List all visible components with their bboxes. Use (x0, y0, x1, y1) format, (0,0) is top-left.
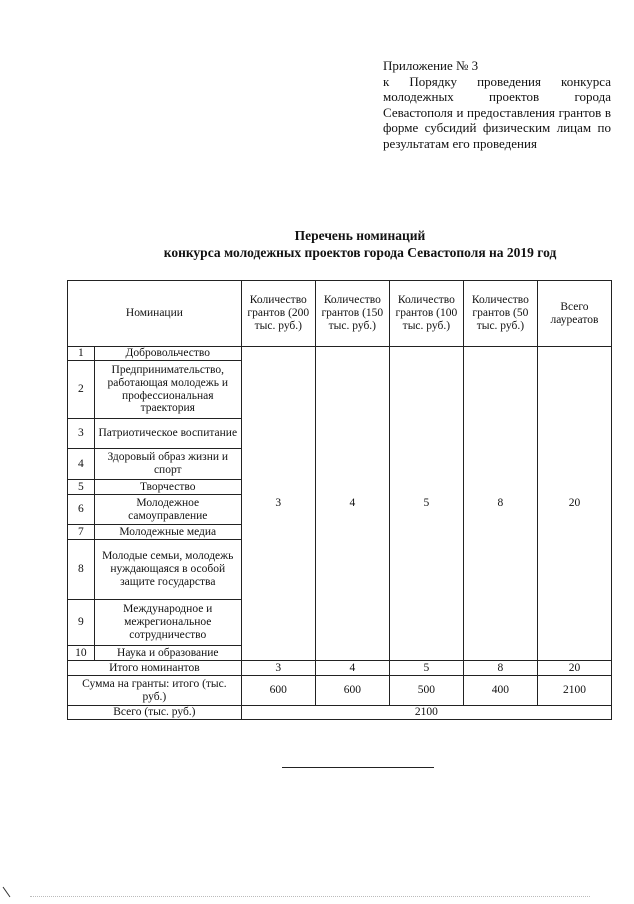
total-nominants-row (68, 661, 612, 676)
row-nomination: Здоровый образ жизни и спорт (94, 449, 241, 480)
grand-total-label: Всего (тыс. руб.) (68, 706, 242, 720)
merged-grants-200: 3 (241, 347, 315, 661)
scan-corner-icon (2, 886, 12, 898)
row-number: 4 (68, 449, 95, 480)
grant-sum-value: 600 (315, 676, 389, 706)
merged-grants-100: 5 (389, 347, 463, 661)
grant-sum-value: 500 (389, 676, 463, 706)
row-number: 5 (68, 480, 95, 495)
grant-sum-value: 600 (241, 676, 315, 706)
header-grants-50: Количество грантов (50 тыс. руб.) (463, 281, 537, 347)
grant-sum-value: 2100 (537, 676, 611, 706)
merged-grants-150: 4 (315, 347, 389, 661)
row-nomination: Творчество (94, 480, 241, 495)
row-number: 10 (68, 646, 95, 661)
row-number: 9 (68, 600, 95, 646)
total-nominants-value: 4 (315, 661, 389, 676)
header-nominations: Номинации (68, 281, 242, 347)
total-nominants-value: 5 (389, 661, 463, 676)
grand-total-value: 2100 (241, 706, 611, 720)
page-title (60, 227, 634, 261)
signature-divider (282, 767, 434, 768)
grant-sum-row (68, 676, 612, 706)
appendix-text: к Порядку проведения конкурса молодежных проектов города Севастополя и предоставления грантов в форме субсидий физическим лицам по результатам его проведения (383, 73, 611, 151)
nominations-table (67, 280, 612, 720)
header-grants-200: Количество грантов (200 тыс. руб.) (241, 281, 315, 347)
row-number: 2 (68, 361, 95, 419)
grant-sum-value: 400 (463, 676, 537, 706)
total-nominants-value: 8 (463, 661, 537, 676)
table-row (68, 347, 612, 361)
header-total-laureates: Всего лауреатов (537, 281, 611, 347)
row-number: 1 (68, 347, 95, 361)
row-nomination: Международное и межрегиональное сотрудничество (94, 600, 241, 646)
total-nominants-label: Итого номинантов (68, 661, 242, 676)
row-number: 3 (68, 419, 95, 449)
row-nomination: Предпринимательство, работающая молодежь и профессиональная траектория (94, 361, 241, 419)
title-line-1: Перечень номинаций (294, 228, 426, 243)
row-nomination: Молодые семьи, молодежь нуждающаяся в особой защите государства (94, 540, 241, 600)
appendix-heading: Приложение № 3 (383, 58, 479, 73)
total-nominants-value: 20 (537, 661, 611, 676)
header-grants-150: Количество грантов (150 тыс. руб.) (315, 281, 389, 347)
total-nominants-value: 3 (241, 661, 315, 676)
appendix-block (383, 58, 611, 152)
merged-grants-50: 8 (463, 347, 537, 661)
row-number: 7 (68, 525, 95, 540)
title-line-2: конкурса молодежных проектов города Севастополя на 2019 год (163, 245, 557, 260)
grand-total-row (68, 706, 612, 720)
scan-edge-divider (30, 896, 590, 897)
row-number: 6 (68, 495, 95, 525)
row-nomination: Добровольчество (94, 347, 241, 361)
row-number: 8 (68, 540, 95, 600)
row-nomination: Наука и образование (94, 646, 241, 661)
table-header-row (68, 281, 612, 347)
row-nomination: Молодежные медиа (94, 525, 241, 540)
header-grants-100: Количество грантов (100 тыс. руб.) (389, 281, 463, 347)
merged-total-laureates: 20 (537, 347, 611, 661)
row-nomination: Патриотическое воспитание (94, 419, 241, 449)
grant-sum-label: Сумма на гранты: итого (тыс. руб.) (68, 676, 242, 706)
row-nomination: Молодежное самоуправление (94, 495, 241, 525)
